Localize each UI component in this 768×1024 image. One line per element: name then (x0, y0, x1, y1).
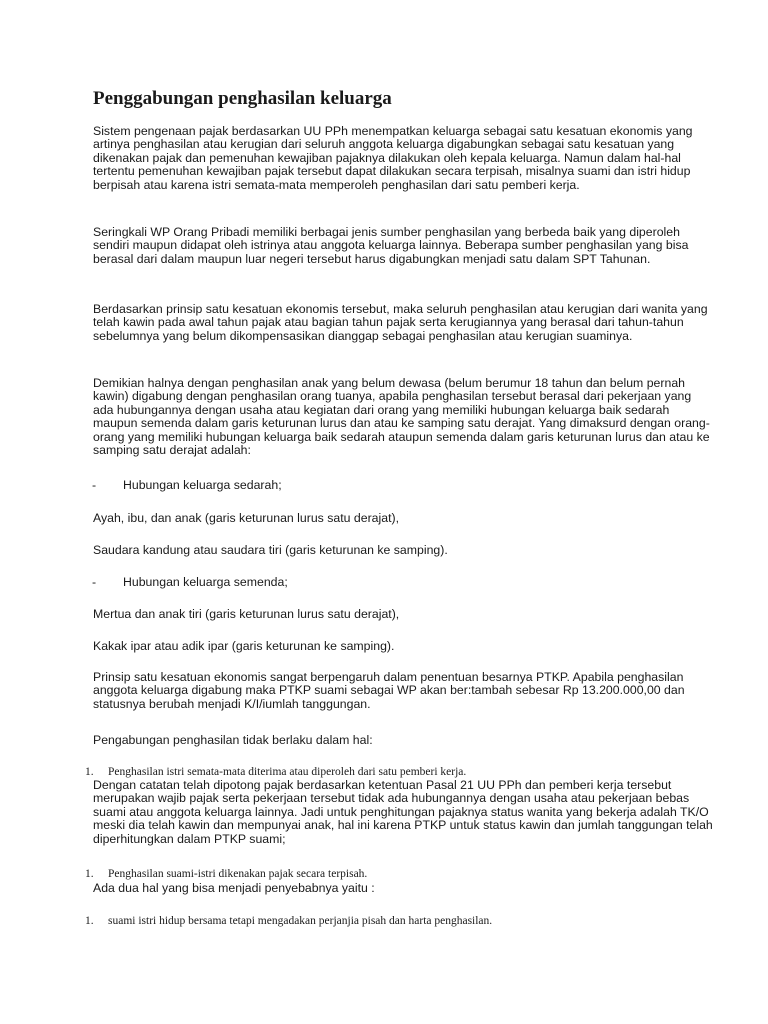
paragraph-income-sources: Seringkali WP Orang Pribadi memiliki berbagai jenis sumber penghasilan yang berbeda baik yang diperoleh sendiri maupun didapat oleh istrinya atau anggota keluarga lainnya. Beberapa sumber penghasilan yang bisa berasal dari dalam maupun luar negeri tersebut harus digabungkan menjadi satu dalam SPT Tahunan. (93, 225, 689, 266)
dash-bullet: - (92, 478, 97, 492)
document-title: Penggabungan penghasilan keluarga (93, 88, 392, 109)
list-item-terpisah-detail: Ada dua hal yang bisa menjadi penyebabnya yaitu : (93, 881, 375, 895)
line-ayah-ibu-anak: Ayah, ibu, dan anak (garis keturunan lurus satu derajat), (93, 511, 400, 525)
list-item-istri-detail: Dengan catatan telah dipotong pajak berdasarkan ketentuan Pasal 21 UU PPh dan pemberi kerja tersebut merupakan wajib pajak serta pekerjaan tersebut tidak ada hubungannya dengan usaha atau pekerjaan bebas suami atau anggota keluarga lainnya. Jadi untuk penghitungan pajaknya status wanita yang bekerja adalah TK/O meski dia telah kawin dan mempunyai anak, hal ini karena PTKP untuk status kawin dan jumlah tanggungan telah diperhitungkan dalam PTKP suami; (93, 778, 713, 846)
list-number: 1. (85, 915, 94, 927)
paragraph-intro-list: Pengabungan penghasilan tidak berlaku dalam hal: (93, 733, 373, 747)
paragraph-ptkp: Prinsip satu kesatuan ekonomis sangat berpengaruh dalam penentuan besarnya PTKP. Apabila penghasilan anggota keluarga digabung maka PTKP suami sebagai WP akan ber:tambah sebesar Rp 13.200.000,00 dan statusnya berubah menjadi K/I/iumlah tanggungan. (93, 670, 685, 711)
list-number: 1. (85, 868, 94, 880)
paragraph-family-unit: Sistem pengenaan pajak berdasarkan UU PPh menempatkan keluarga sebagai satu kesatuan ekonomis yang artinya penghasilan atau kerugian dari seluruh anggota keluarga digabungkan sebagai satu kesatuan yang dikenakan pajak dan pemenuhan kewajiban pajaknya dilakukan oleh kepala keluarga. Namun dalam hal-hal tertentu pemenuhan kewajiban pajak tersebut dapat dilakukan secara terpisah, misalnya suami dan istri hidup berpisah atau karena istri semata-mata memperoleh penghasilan dari satu pemberi kerja. (93, 124, 693, 192)
line-mertua: Mertua dan anak tiri (garis keturunan lurus satu derajat), (93, 607, 400, 621)
list-item-text: Hubungan keluarga semenda; (123, 575, 288, 589)
list-item-istri: Penghasilan istri semata-mata diterima atau diperoleh dari satu pemberi kerja. (108, 766, 467, 778)
list-item-terpisah: Penghasilan suami-istri dikenakan pajak secara terpisah. (108, 868, 368, 880)
list-number: 1. (85, 766, 94, 778)
paragraph-child-income: Demikian halnya dengan penghasilan anak yang belum dewasa (belum berumur 18 tahun dan belum pernah kawin) digabung dengan penghasilan orang tuanya, apabila penghasilan tersebut berasal dari pekerjaan yang ada hubungannya dengan usaha atau kegiatan dari orang yang memiliki hubungan keluarga baik sedarah maupun semenda dalam garis keturunan lurus dan atau ke samping satu derajat. Yang dimaksurd dengan orang-orang yang memiliki hubungan keluarga baik sedarah ataupun semenda dalam garis keturunan lurus dan atau ke samping satu derajat adalah: (93, 376, 710, 458)
line-saudara: Saudara kandung atau saudara tiri (garis keturunan ke samping). (93, 543, 448, 557)
list-item-text: Hubungan keluarga sedarah; (123, 478, 282, 492)
list-item-perjanjian: suami istri hidup bersama tetapi mengadakan perjanjia pisah dan harta penghasilan. (108, 915, 493, 927)
line-kakak-ipar: Kakak ipar atau adik ipar (garis keturunan ke samping). (93, 639, 395, 653)
list-item-semenda (0, 575, 768, 589)
list-item-sedarah (0, 478, 768, 492)
paragraph-wife-income: Berdasarkan prinsip satu kesatuan ekonomis tersebut, maka seluruh penghasilan atau kerugian dari wanita yang telah kawin pada awal tahun pajak atau bagian tahun pajak serta kerugiannya yang berasal dari tahun-tahun sebelumnya yang belum dikompensasikan dianggap sebagai penghasilan atau kerugian suaminya. (93, 302, 708, 343)
dash-bullet: - (92, 575, 97, 589)
